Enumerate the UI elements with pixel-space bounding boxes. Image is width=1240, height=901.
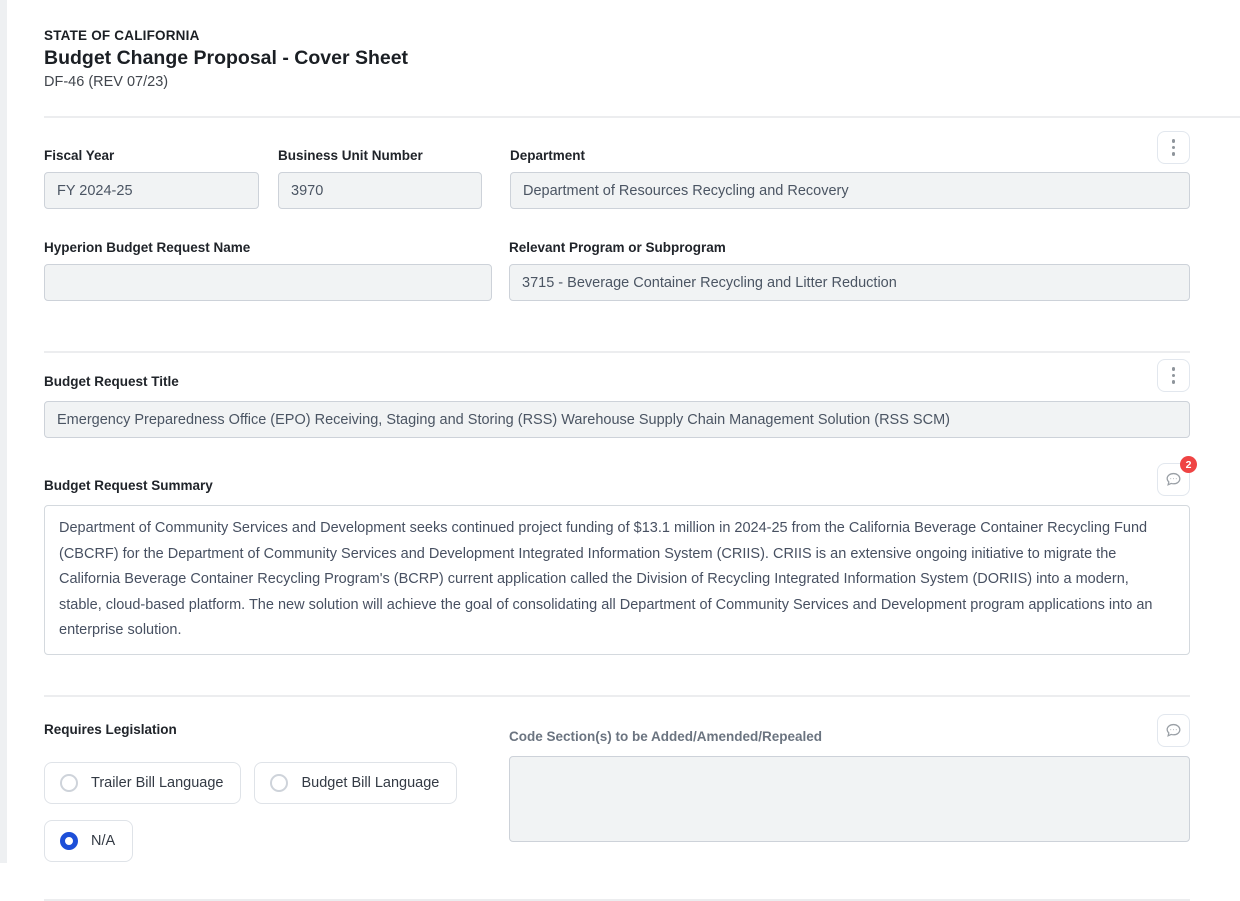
identity-row-1	[44, 148, 1190, 209]
legislation-grid	[44, 713, 1190, 862]
section-divider	[44, 351, 1190, 353]
business-unit-cell	[278, 148, 482, 209]
program-label: Relevant Program or Subprogram	[509, 240, 726, 255]
program-cell	[509, 240, 1190, 301]
department-cell	[510, 148, 1190, 209]
radio-option-label: N/A	[91, 832, 116, 849]
page-title: Budget Change Proposal - Cover Sheet	[44, 47, 409, 69]
section-divider	[44, 899, 1190, 901]
comment-count-badge: 2	[1180, 456, 1197, 473]
hyperion-name-label: Hyperion Budget Request Name	[44, 240, 251, 255]
radio-icon	[60, 832, 78, 850]
requires-legislation-label: Requires Legislation	[44, 721, 177, 737]
radio-option-label: Trailer Bill Language	[91, 774, 224, 791]
code-sections-group	[509, 713, 1190, 862]
kebab-menu-icon	[1172, 139, 1176, 156]
hyperion-name-cell	[44, 240, 492, 301]
request-section	[44, 359, 1190, 697]
radio-option-label: Budget Bill Language	[301, 774, 440, 791]
comment-bubble-icon	[1164, 470, 1183, 489]
fiscal-year-field: FY 2024-25	[44, 172, 259, 209]
requires-legislation-group	[44, 713, 492, 862]
fiscal-year-cell	[44, 148, 259, 209]
state-eyebrow: STATE OF CALIFORNIA	[44, 28, 200, 43]
legislation-section	[44, 697, 1190, 901]
budget-request-title-field: Emergency Preparedness Office (EPO) Receiving, Staging and Storing (RSS) Warehouse Supply Chain Management Solution (RSS SCM)	[44, 401, 1190, 438]
business-unit-label: Business Unit Number	[278, 148, 423, 163]
code-sections-label: Code Section(s) to be Added/Amended/Repealed	[509, 728, 823, 744]
code-sections-comments-button[interactable]	[1157, 714, 1190, 747]
department-field: Department of Resources Recycling and Recovery	[510, 172, 1190, 209]
budget-request-summary-label: Budget Request Summary	[44, 478, 213, 493]
hyperion-name-field	[44, 264, 492, 301]
title-label-row	[44, 359, 1190, 392]
radio-icon	[60, 774, 78, 792]
radio-option-budget-bill-language[interactable]	[254, 762, 457, 804]
budget-request-summary-textarea[interactable]: Department of Community Services and Development seeks continued project funding of $13.1 million in 2024-25 from the California Beverage Container Recycling Fund (CBCRF) for the Department of Community Services and Development Integrated Information System (CRIIS). CRIIS is an extensive ongoing initiative to migrate the California Beverage Container Recycling Program's (BCRP) current application called the Division of Recycling Integrated Information System (DORIIS) into a modern, stable, cloud-based platform. The new solution will achieve the goal of consolidating all Department of Community Services and Development program applications into an enterprise solution.	[44, 505, 1190, 655]
code-sections-label-row	[509, 713, 1190, 747]
legislation-na-row	[44, 820, 492, 862]
legislation-options-row	[44, 762, 492, 804]
form-number: DF-46 (REV 07/23)	[44, 74, 169, 90]
identity-section	[44, 118, 1190, 353]
radio-option-trailer-bill-language[interactable]	[44, 762, 241, 804]
radio-option-na[interactable]	[44, 820, 133, 862]
business-unit-field: 3970	[278, 172, 482, 209]
budget-request-title-label: Budget Request Title	[44, 374, 179, 389]
summary-comments-button[interactable]	[1157, 458, 1192, 496]
fiscal-year-label: Fiscal Year	[44, 148, 115, 163]
identity-row-2	[44, 240, 1190, 301]
program-field: 3715 - Beverage Container Recycling and Litter Reduction	[509, 264, 1190, 301]
radio-icon	[270, 774, 288, 792]
code-sections-textarea	[509, 756, 1190, 842]
department-label: Department	[510, 148, 586, 163]
summary-label-row	[44, 458, 1192, 496]
comment-bubble-icon	[1164, 721, 1183, 740]
identity-section-menu-button[interactable]	[1157, 131, 1190, 164]
request-section-menu-button[interactable]	[1157, 359, 1190, 392]
page-header	[44, 28, 1190, 90]
kebab-menu-icon	[1172, 367, 1176, 384]
